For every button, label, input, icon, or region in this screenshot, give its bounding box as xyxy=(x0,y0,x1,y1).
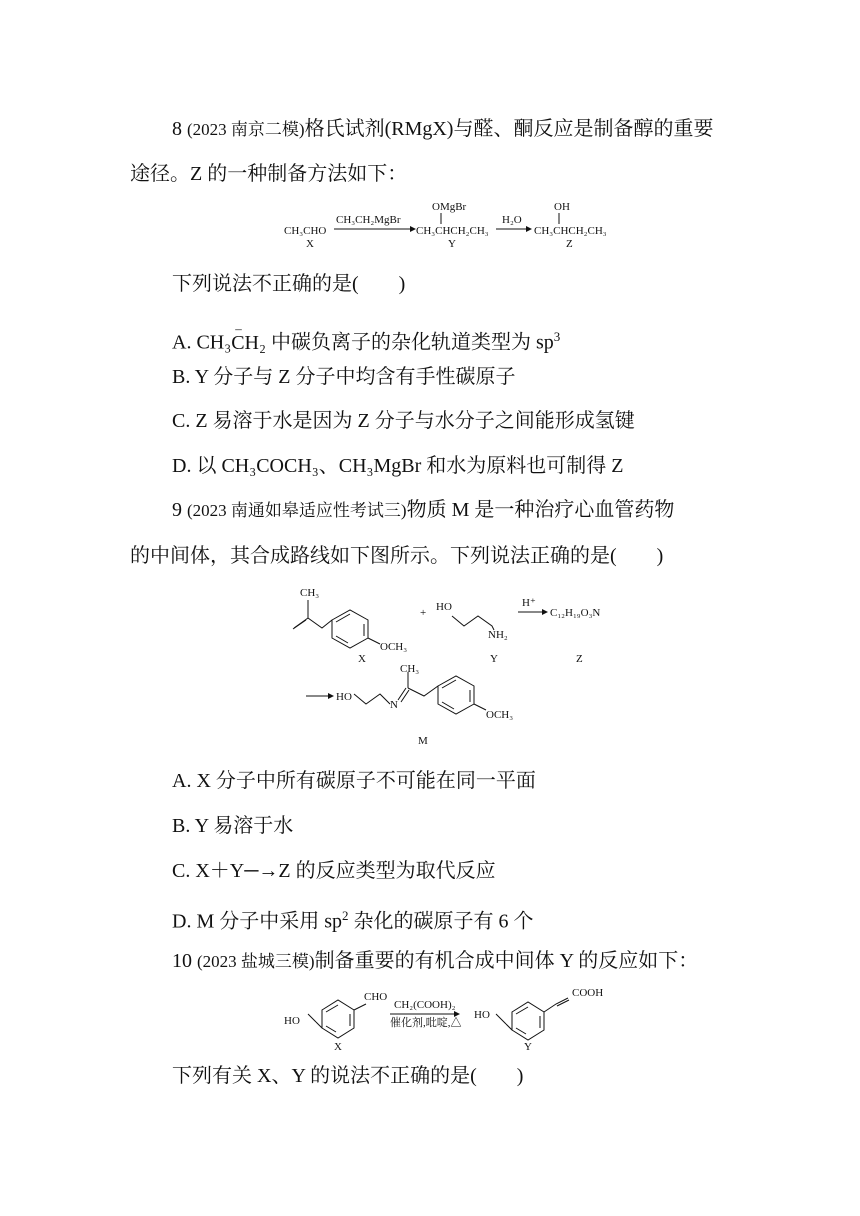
x-ring-link xyxy=(316,1022,322,1028)
q9-source: (2023 南通如皋适应性考试三) xyxy=(187,501,407,520)
x-ring-double-bonds xyxy=(326,1005,350,1032)
q9-arrow-2-head xyxy=(328,693,334,699)
q9-stem-line1 xyxy=(172,496,674,525)
x-ome-bond xyxy=(368,638,380,644)
q8-number: 8 xyxy=(172,118,182,140)
x-label: X xyxy=(358,653,366,665)
q10-source: (2023 盐城三模) xyxy=(197,952,315,971)
x-ho: HO xyxy=(284,1015,300,1027)
x-ring-double-bonds xyxy=(336,614,364,643)
q8-option-a-sup: 3 xyxy=(553,329,561,344)
y-cooh: COOH xyxy=(572,987,604,999)
q10-question: 下列有关 X、Y 的说法不正确的是( ) xyxy=(172,1065,524,1087)
reagent-bottom: 催化剂,吡啶,△ xyxy=(390,1017,462,1029)
q9-stem-text: 物质 M 是一种治疗心血管药物 xyxy=(406,499,675,521)
y-label: Y xyxy=(490,653,498,665)
q8-option-a-prefix: A. CH₃ xyxy=(172,331,232,354)
q9-option-d xyxy=(172,902,534,936)
m-benzene-ring xyxy=(438,676,474,714)
plus-sign: + xyxy=(420,607,427,619)
x-cho-bond xyxy=(354,1004,366,1010)
m-ch2-bond xyxy=(408,686,438,696)
catalyst: H⁺ xyxy=(522,597,536,609)
q8-x-label: X xyxy=(306,238,314,250)
q9-option-c: C. X＋Y─→Z 的反应类型为取代反应 xyxy=(172,860,496,882)
q10-number: 10 xyxy=(172,950,192,972)
carbanion-charge: – xyxy=(235,320,242,336)
x-label: X xyxy=(334,1041,342,1050)
q8-z-formula: CH₃CHCH₂CH₃ xyxy=(534,225,607,237)
m-label: M xyxy=(418,735,428,747)
y-ho: HO xyxy=(474,1009,490,1021)
q9-option-d-suffix: 杂化的碳原子有 6 个 xyxy=(348,910,534,933)
q8-reagent-1: CH₃CH₂MgBr xyxy=(336,214,401,226)
x-ch3: CH₃ xyxy=(300,587,320,599)
reagent-top: CH₂(COOH)₂ xyxy=(394,999,456,1011)
q9-reaction-scheme xyxy=(280,580,620,750)
y-benzene-ring xyxy=(512,1002,544,1040)
y-chain xyxy=(452,616,494,630)
q10-stem-text: 制备重要的有机合成中间体 Y 的反应如下： xyxy=(314,950,699,972)
y-nh2: NH₂ xyxy=(488,629,508,641)
q8-arrow-2-head xyxy=(526,226,532,232)
q8-question: 下列说法不正确的是( ) xyxy=(172,273,406,295)
q10-stem-line1 xyxy=(172,947,698,976)
q8-option-a xyxy=(172,320,561,357)
q9-option-a: A. X 分子中所有碳原子不可能在同一平面 xyxy=(172,770,536,792)
q8-option-a-ch2: CH₂ xyxy=(231,331,266,354)
q8-option-c: C. Z 易溶于水是因为 Z 分子与水分子之间能形成氢键 xyxy=(172,410,635,432)
q8-oh: OH xyxy=(554,201,570,213)
z-formula: C₁₂H₁₉O₃N xyxy=(550,607,601,619)
y-ring-double-bonds xyxy=(516,1007,540,1034)
x-carbonyl-double xyxy=(293,620,306,629)
m-ome-bond xyxy=(474,704,486,710)
q8-stem-text: 格氏试剂(RMgX)与醛、酮反应是制备醇的重要 xyxy=(304,118,714,140)
m-ch3: CH₃ xyxy=(400,663,420,675)
q9-stem-line2: 的中间体，其合成路线如下图所示。下列说法正确的是( ) xyxy=(130,545,664,567)
q8-z-label: Z xyxy=(566,238,573,250)
q8-option-b: B. Y 分子与 Z 分子中均含有手性碳原子 xyxy=(172,366,516,388)
x-benzene-ring xyxy=(322,1000,354,1038)
q8-x-formula: CH₃CHO xyxy=(284,225,327,237)
q8-y-formula: CH₃CHCH₂CH₃ xyxy=(416,225,489,237)
q8-stem-line2: 途径。Z 的一种制备方法如下： xyxy=(130,163,408,185)
q8-omgbr: OMgBr xyxy=(432,201,467,213)
m-ring-double-bonds xyxy=(442,680,470,709)
m-imine-double xyxy=(398,688,409,702)
x-ch2oh-bond xyxy=(308,1014,316,1022)
q8-reaction-scheme xyxy=(270,196,640,254)
x-cho: CHO xyxy=(364,991,388,1003)
y-label: Y xyxy=(524,1041,532,1050)
q9-option-b: B. Y 易溶于水 xyxy=(172,815,294,837)
q9-number: 9 xyxy=(172,499,182,521)
x-och3: OCH₃ xyxy=(380,641,408,653)
x-acetone-chain xyxy=(308,600,332,628)
q8-stem-line1 xyxy=(172,115,713,144)
y-ho: HO xyxy=(436,601,452,613)
q8-option-a-text: 中碳负离子的杂化轨道类型为 sp xyxy=(265,331,554,354)
q9-option-d-sup: 2 xyxy=(342,908,349,923)
q8-reagent-2: H₂O xyxy=(502,214,522,226)
q10-reaction-scheme xyxy=(278,984,638,1050)
m-och3: OCH₃ xyxy=(486,709,514,721)
x-benzene-ring xyxy=(332,610,368,648)
q8-option-a-carbanion xyxy=(231,320,266,357)
m-n: N xyxy=(390,699,398,711)
q8-y-label: Y xyxy=(448,238,456,250)
m-ho: HO xyxy=(336,691,352,703)
y-ch2oh-bond xyxy=(496,1014,506,1024)
z-label: Z xyxy=(576,653,583,665)
y-ring-link xyxy=(506,1024,512,1030)
q8-option-d: D. 以 CH₃COCH₃、CH₃MgBr 和水为原料也可制得 Z xyxy=(172,455,624,477)
m-chain xyxy=(354,694,390,704)
y-alkene xyxy=(544,998,569,1012)
q8-source: (2023 南京二模) xyxy=(187,120,305,139)
q9-option-d-prefix: D. M 分子中采用 sp xyxy=(172,910,343,933)
q9-arrow-1-head xyxy=(542,609,548,615)
